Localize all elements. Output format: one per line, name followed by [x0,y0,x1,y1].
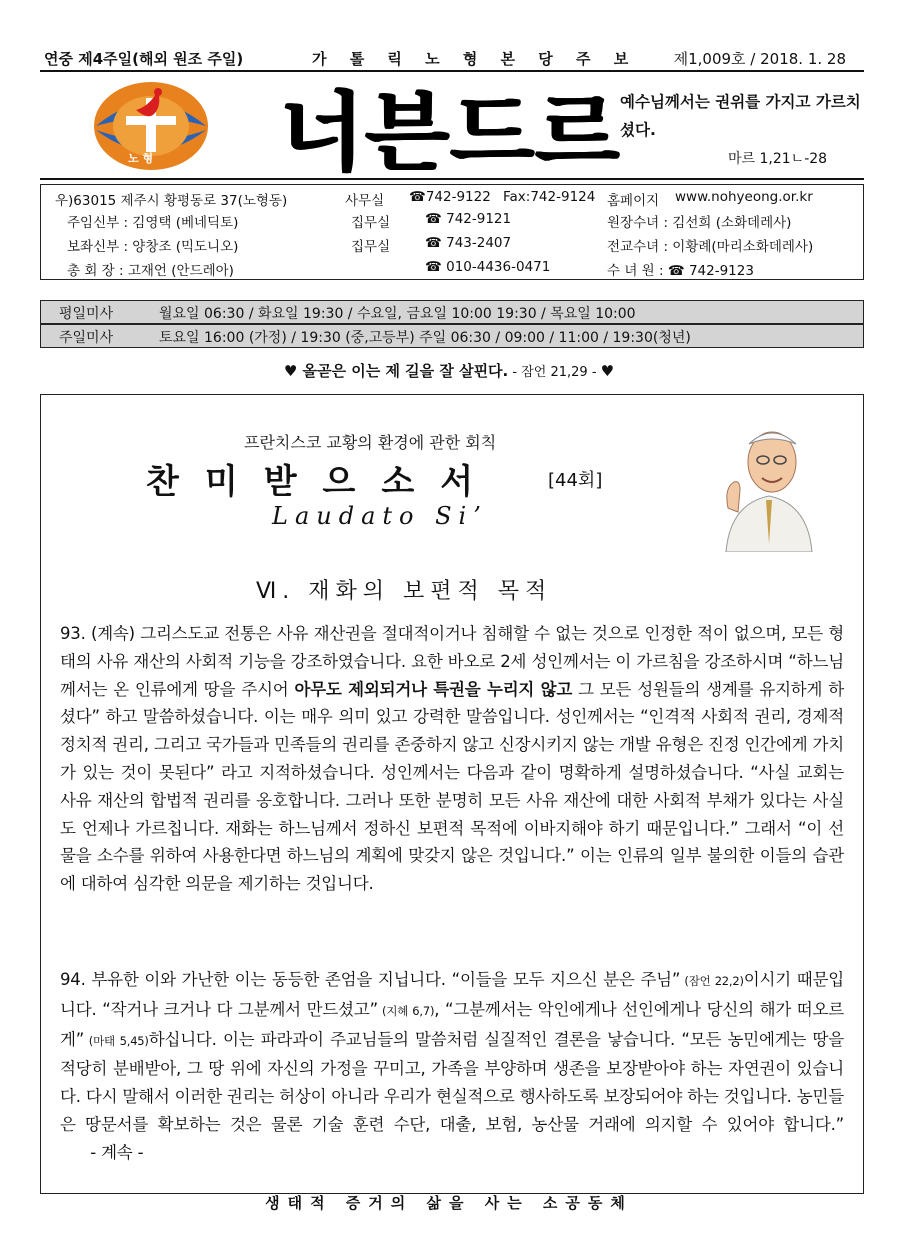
staff-tel: ☎ 742-9121 [425,211,512,227]
p94-text-2: 이시기 때문입니다. “작거나 크거나 다 그분께서 만드셨고” [60,970,844,1019]
p94-ref-1: (잠언 22,2) [680,974,744,988]
pope-illustration-icon [716,404,822,552]
issue-number-date: 제1,009호 / 2018. 1. 28 [673,50,846,68]
homepage-link[interactable]: www.nohyeong.or.kr [675,189,813,205]
masthead-rule [40,178,864,180]
address-row [41,187,863,209]
paragraph-94 [60,966,844,1167]
sunday-mass-times: 토요일 16:00 (가정) / 19:30 (중,고등부) 주일 06:30 / 09:00 / 11:00 / 19:30(청년) [159,330,691,346]
paragraph-93 [60,620,844,898]
p93-text-end: 그 모든 성원들의 생계를 유지하게 하셨다” 하고 말씀하셨습니다. 이는 매우 의미 있고 강력한 말씀입니다. 성인께서는 “인격적 사회적 권리, 경제적 정치적 권리, 그리고 국가들과 민족들의 권리를 존중하지 않고 신장시키지 않는 개발 유형은 진정 인간에게 가치가 있는 것이 못된다” 라고 지적하셨습니다. 성인께서는 다음과 같이 명확하게 설명하셨습니다. “사실 교회는 사유 재산의 합법적 권리를 옹호합니다. 그러나 또한 분명히 모든 사유 재산에 대한 사회적 부채가 있다는 사실도 언제나 가르칩니다. 재화는 하느님께서 정하신 보편적 목적에 이바지해야 하기 때문입니다.” 그래서 “이 선물을 소수를 위하여 사용한다면 하느님의 계획에 맞갖지 않은 것입니다.” 이는 인류의 일부 불의한 이들의 습관에 대하여 심각한 의문을 제기하는 것입니다. [60,679,844,894]
gospel-verse: 예수님께서는 권위를 가지고 가르치셨다. [620,93,861,139]
staff-extra: 전교수녀 : 이황례(마리소화데레사) [607,239,814,255]
staff-room: 집무실 [351,239,391,255]
paper-name: 너븐드르 [280,83,621,183]
weekday-mass-times: 월요일 06:30 / 화요일 19:30 / 수요일, 금요일 10:00 19:30 / 목요일 10:00 [159,306,636,322]
motto-reference: - 잠언 21,29 - [508,365,601,380]
weekly-motto [0,360,898,381]
staff-room: 집무실 [351,215,391,231]
staff-extra: 수 녀 원 : ☎ 742-9123 [607,263,754,279]
address: 우)63015 제주시 황평동로 37(노형동) [55,193,288,209]
sunday-mass-row [40,324,864,348]
pope-illustration [716,404,822,552]
continued-note: - 계속 - [60,1142,144,1162]
staff-extra: 원장수녀 : 김선희 (소화데레사) [607,215,792,231]
p94-text-3: , “그분께서는 악인에게나 선인에게나 당신의 해가 떠오르게” [60,999,845,1049]
office-label: 사무실 [345,193,385,209]
article-subtitle: 프란치스코 교황의 환경에 관한 회칙 [244,433,497,452]
homepage-label: 홈페이지 [607,193,660,209]
footer-slogan: 생태적 증거의 삶을 사는 소공동체 [265,1194,633,1212]
staff-tel: ☎ 743-2407 [425,235,512,251]
staff-role: 주임신부 : 김영택 (베네딕토) [67,215,239,231]
issue-header [40,44,858,70]
parish-info-box [40,184,864,280]
gospel-reference: 마르 1,21ㄴ-28 [728,151,828,167]
section-title: Ⅵ. 재화의 보편적 목적 [256,579,553,604]
p94-text-4: 하십니다. 이는 파라과이 주교님들의 말씀처럼 실질적인 결론을 낳습니다. “모든 농민에게는 땅을 적당히 분배받아, 그 땅 위에 자신의 가정을 꾸미고, 가족을 부양하며 생존을 보장받아야 하는 자연권이 있습니다. 다시 말해서 이러한 권리는 허상이 아니라 우리가 현실적으로 행사하도록 보장되어야 하는 것입니다. 농민들은 땅문서를 확보하는 것은 물론 기술 훈련 수단, 대출, 보험, 농산물 거래에 의지할 수 있어야 합니다.” [60,1029,844,1134]
parish-logo [92,80,210,172]
office-tel: ☎742-9122 [409,189,491,205]
staff-tel: ☎ 010-4436-0471 [425,259,551,275]
p94-text-1: 94. 부유한 이와 가난한 이는 동등한 존엄을 지닙니다. “이들을 모두 지으신 분은 주님” [60,970,681,989]
motto-text: ♥ 올곧은 이는 제 길을 잘 살핀다. [283,362,509,380]
header-rule [40,70,864,72]
weekday-mass-label: 평일미사 [59,306,114,322]
staff-role: 보좌신부 : 양창조 (믹도니오) [67,239,239,255]
p94-ref-3: (마태 5,45) [84,1033,149,1048]
p94-ref-2: (지혜 6,7) [377,1003,435,1018]
staff-row [41,257,863,279]
p93-emphasis: 아무도 제외되거나 특권을 누리지 않고 [294,679,573,699]
staff-role: 총 회 장 : 고재언 (안드레아) [67,263,234,279]
heart-icon: ♥ [600,362,615,380]
article-issue: [44회] [548,470,603,491]
p93-text-start: 93. (계속) 그리스도교 전통은 사유 재산권을 절대적이거나 침해할 수 없는 것으로 인정한 적이 없으며, 모든 형태의 사유 재산의 사회적 기능을 강조하였습니다. 요한 바오로 2세 성인께서는 이 가르침을 강조하시며 “하느님께서는 온 인류에게 땅을 주시어 [60,624,844,699]
article-latin-title: Laudato Si’ [272,502,488,530]
bulletin-name: 가 톨 릭 노 형 본 당 주 보 [312,50,638,68]
sunday-mass-label: 주일미사 [59,330,114,346]
weekday-mass-row [40,300,864,324]
staff-row [41,209,863,231]
fax: Fax:742-9124 [503,189,596,205]
staff-row [41,233,863,255]
logo-text: 노 형 [128,152,154,165]
article-title: 찬미받으소서 [146,462,500,502]
liturgical-day: 연중 제4주일(해외 원조 주일) [44,50,244,68]
